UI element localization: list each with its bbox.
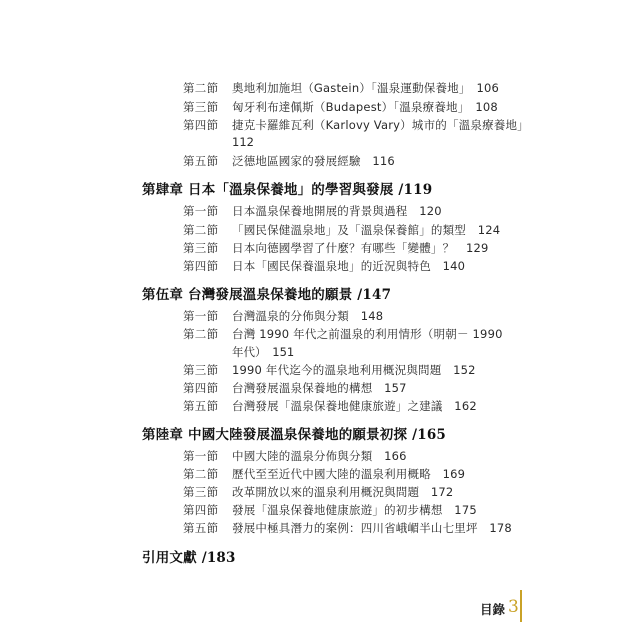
footer-accent-bar <box>520 590 522 622</box>
section-number: 第二節 <box>183 327 219 341</box>
section-number: 第三節 <box>183 100 219 114</box>
section-title: 發展「溫泉保養地健康旅遊」的初步構想 175 <box>232 503 477 517</box>
references-heading: 引用文獻 /183 <box>142 550 236 566</box>
section-number: 第五節 <box>183 399 219 413</box>
section-number: 第一節 <box>183 309 219 323</box>
section-number: 第二節 <box>183 467 219 481</box>
section-title: 發展中極具潛力的案例：四川省峨嵋半山七里坪 178 <box>232 521 512 535</box>
section-title: 匈牙利布達佩斯（Budapest）「溫泉療養地」 108 <box>232 100 498 114</box>
section-number: 第四節 <box>183 259 219 273</box>
section-title-continuation: 年代） 151 <box>232 345 295 359</box>
section-title: 1990 年代迄今的溫泉地利用概況與問題 152 <box>232 363 476 377</box>
section-title: 日本「國民保養溫泉地」的近況與特色 140 <box>232 259 466 273</box>
chapter-heading: 第伍章 台灣發展溫泉保養地的願景 /147 <box>142 287 392 303</box>
section-number: 第四節 <box>183 381 219 395</box>
section-title: 台灣溫泉的分佈與分類 148 <box>232 309 384 323</box>
section-title: 日本向德國學習了什麼？有哪些「變體」？ 129 <box>232 241 489 255</box>
section-title: 日本溫泉保養地開展的背景與過程 120 <box>232 204 442 218</box>
section-number: 第四節 <box>183 503 219 517</box>
section-number: 第一節 <box>183 449 219 463</box>
chapter-heading: 第陸章 中國大陸發展溫泉保養地的願景初探 /165 <box>142 427 447 443</box>
section-title: 歷代至至近代中國大陸的溫泉利用概略 169 <box>232 467 466 481</box>
section-number: 第三節 <box>183 241 219 255</box>
chapter-heading: 第肆章 日本「溫泉保養地」的學習與發展 /119 <box>142 182 433 198</box>
section-number: 第三節 <box>183 363 219 377</box>
footer-section-label: 目錄 <box>480 602 506 617</box>
section-title: 奧地利加施坦（Gastein）「溫泉運動保養地」 106 <box>232 81 500 95</box>
section-title: 台灣 1990 年代之前溫泉的利用情形（明朝－ 1990 <box>232 327 503 341</box>
section-number: 第五節 <box>183 521 219 535</box>
section-number: 第五節 <box>183 154 219 168</box>
section-title: 中國大陸的溫泉分佈與分類 166 <box>232 449 407 463</box>
section-number: 第四節 <box>183 118 219 132</box>
section-title: 捷克卡羅維瓦利（Karlovy Vary）城市的「溫泉療養地」 <box>232 118 529 132</box>
section-number: 第三節 <box>183 485 219 499</box>
section-title-continuation: 112 <box>232 135 254 149</box>
section-number: 第二節 <box>183 81 219 95</box>
section-number: 第二節 <box>183 223 219 237</box>
section-title: 泛德地區國家的發展經驗 116 <box>232 154 395 168</box>
page-number: 3 <box>508 597 519 617</box>
section-title: 「國民保健溫泉地」及「溫泉保養館」的類型 124 <box>232 223 501 237</box>
section-title: 改革開放以來的溫泉利用概況與問題 172 <box>232 485 454 499</box>
section-title: 台灣發展溫泉保養地的構想 157 <box>232 381 407 395</box>
section-number: 第一節 <box>183 204 219 218</box>
section-title: 台灣發展「溫泉保養地健康旅遊」之建議 162 <box>232 399 477 413</box>
